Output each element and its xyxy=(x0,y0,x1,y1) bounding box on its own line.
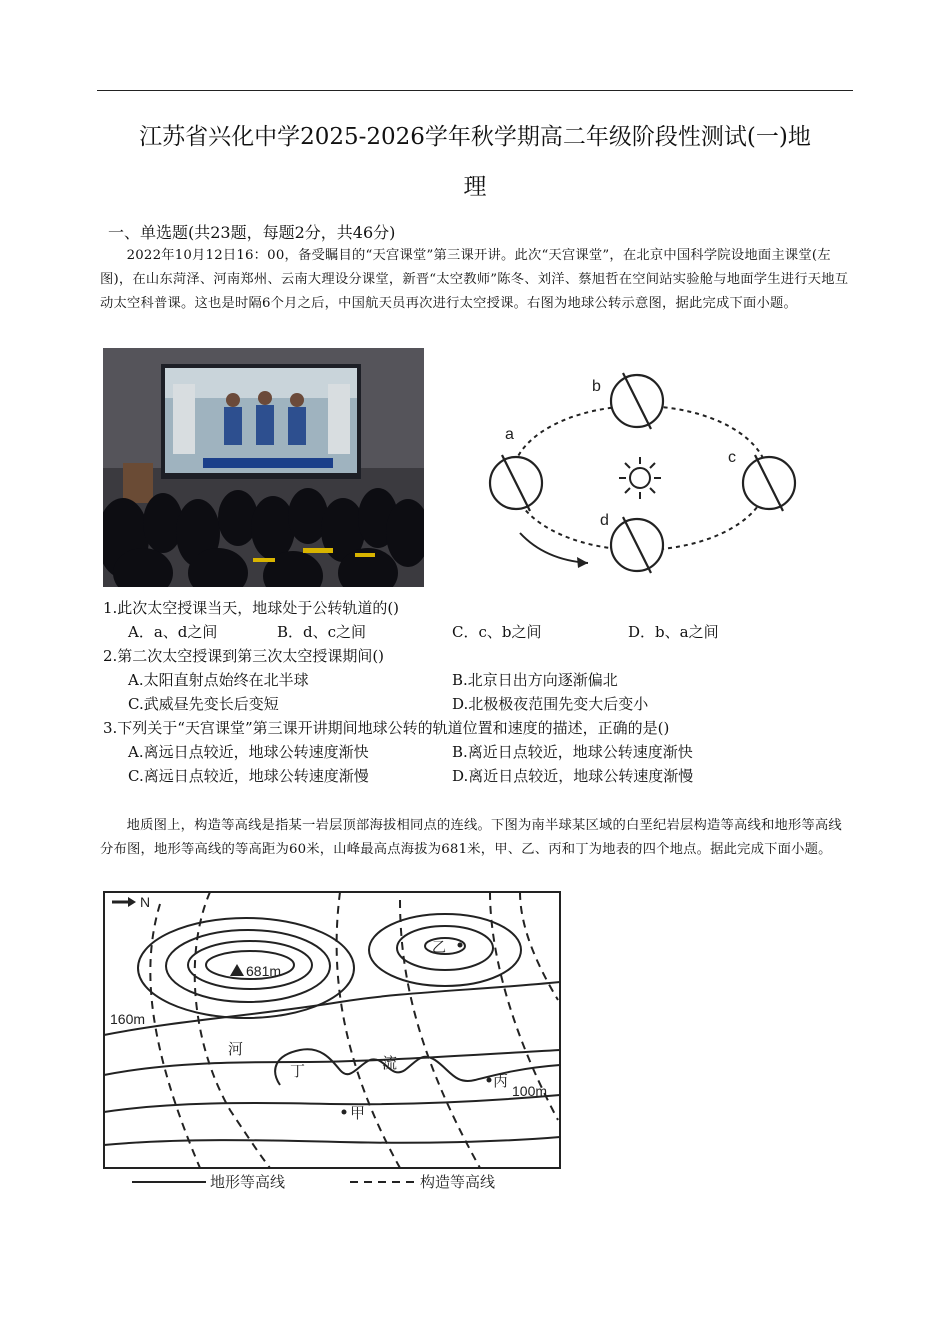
passage-2: 地质图上，构造等高线是指某一岩层顶部海拔相同点的连线。下图为南半球某区域的白垩纪岩层构造等高线和地形等高线分布图，地形等高线的等高距为60米，山峰最高点海拔为681米，甲、乙、丙和丁为地表的四个地点。据此完成下面小题。 xyxy=(100,818,842,857)
earth-a xyxy=(490,455,542,511)
q1-option-a[interactable]: A．a、d之间 xyxy=(128,623,218,641)
legend-terrain: 地形等高线 xyxy=(210,1174,286,1191)
section-heading: 一、单选题(共23题，每题2分，共46分) xyxy=(108,223,396,242)
label-b: b xyxy=(592,378,601,395)
earth-b xyxy=(611,373,663,429)
place-yi: 乙 xyxy=(432,939,446,955)
sun-icon xyxy=(619,457,661,499)
q3-option-c[interactable]: C.离远日点较近，地球公转速度渐慢 xyxy=(128,767,369,785)
label-d: d xyxy=(600,512,609,529)
elev-100-label: 100m xyxy=(512,1083,548,1099)
header-rule xyxy=(97,90,853,91)
q1-option-b[interactable]: B．d、c之间 xyxy=(277,623,367,641)
q2-option-a[interactable]: A.太阳直射点始终在北半球 xyxy=(128,671,309,689)
q3-option-d[interactable]: D.离近日点较近，地球公转速度渐慢 xyxy=(452,767,694,785)
arrow-head xyxy=(577,557,588,568)
q1-option-c[interactable]: C．c、b之间 xyxy=(452,623,542,641)
question-3: 3.下列关于“天宫课堂”第三课开讲期间地球公转的轨道位置和速度的描述，正确的是() xyxy=(103,719,670,737)
q2-option-c[interactable]: C.武威昼先变长后变短 xyxy=(128,695,279,713)
map-frame xyxy=(104,892,560,1168)
classroom-photo xyxy=(103,348,424,587)
contour-map xyxy=(100,890,570,1200)
question-1: 1.此次太空授课当天，地球处于公转轨道的() xyxy=(103,599,400,617)
label-a: a xyxy=(505,426,514,443)
river-label-he: 河 xyxy=(228,1041,244,1058)
question-2: 2.第二次太空授课到第三次太空授课期间() xyxy=(103,647,385,665)
legend-structure: 构造等高线 xyxy=(420,1174,496,1191)
earth-c xyxy=(743,455,795,511)
elev-160-label: 160m xyxy=(110,1011,146,1027)
peak-label: 681m xyxy=(246,963,282,979)
page-title: 江苏省兴化中学2025-2026学年秋学期高二年级阶段性测试(一)地 xyxy=(139,124,811,150)
q2-option-b[interactable]: B.北京日出方向逐渐偏北 xyxy=(452,671,618,689)
place-bing: 丙 xyxy=(493,1073,509,1090)
q1-option-d[interactable]: D．b、a之间 xyxy=(628,623,719,641)
page-title-cont: 理 xyxy=(463,174,487,200)
orbit-diagram xyxy=(480,355,820,585)
q2-option-d[interactable]: D.北极极夜范围先变大后变小 xyxy=(452,695,649,713)
place-ding: 丁 xyxy=(290,1063,306,1080)
label-c: c xyxy=(728,449,736,466)
river-label-liu: 流 xyxy=(382,1055,398,1072)
north-label: N xyxy=(140,894,151,910)
q3-option-a[interactable]: A.离远日点较近，地球公转速度渐快 xyxy=(128,743,369,761)
passage-1: 2022年10月12日16：00，备受瞩目的“天宫课堂”第三课开讲。此次“天宫课堂”，在北京中国科学院设地面主课堂(左图)，在山东菏泽、河南郑州、云南大理设分课堂，新晋“太空教师”陈冬、刘洋、蔡旭哲在空间站实验舱与地面学生进行天地互动太空科普课。这也是时隔6个月之后，中国航天员再次进行太空授课。右图为地球公转示意图，据此完成下面小题。 xyxy=(100,248,849,311)
q3-option-b[interactable]: B.离近日点较近，地球公转速度渐快 xyxy=(452,743,693,761)
place-jia: 甲 xyxy=(350,1105,366,1122)
earth-d xyxy=(611,517,663,573)
